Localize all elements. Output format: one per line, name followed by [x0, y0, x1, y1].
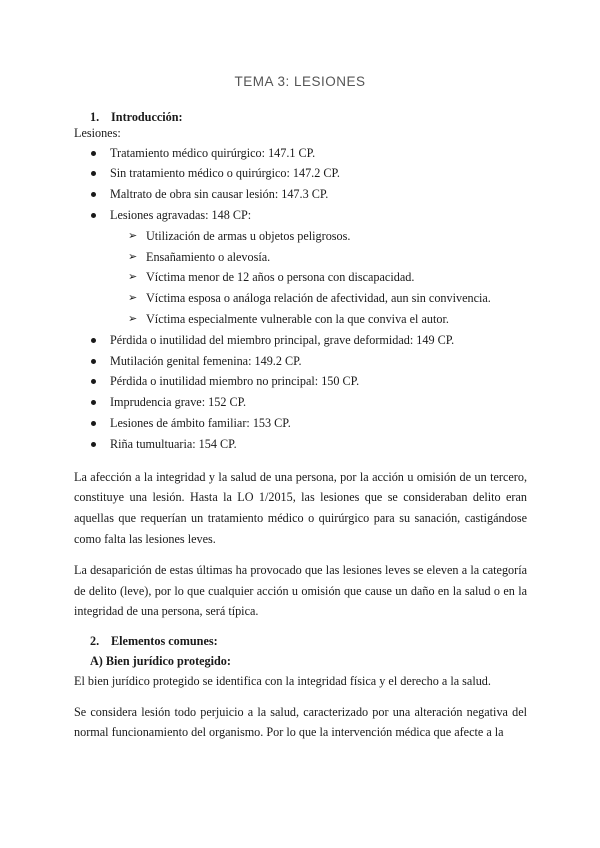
- paragraph: La afección a la integridad y la salud de una persona, por la acción u omisión de un tercero, constituye una lesión. Hasta la LO 1/2015, las lesiones que se consideraban delito eran aquellas que requerían un tratamiento médico o quirúrgico para su sanación, castigándose como falta las lesiones leves.: [74, 469, 527, 546]
- arrow-icon: ➢: [128, 311, 138, 325]
- section-1-title: Introducción:: [111, 110, 183, 124]
- list-item: Imprudencia grave: 152 CP.: [74, 392, 527, 413]
- sub-list-item: ➢ Víctima especialmente vulnerable con la que conviva el autor.: [74, 309, 527, 330]
- subsection-a-heading: A) Bien jurídico protegido:: [90, 654, 231, 669]
- bullet-icon: [91, 151, 96, 156]
- list-item: Lesiones agravadas: 148 CP:: [74, 205, 527, 226]
- bullet-icon: [91, 421, 96, 426]
- bullet-icon: [91, 442, 96, 447]
- bullet-icon: [91, 400, 96, 405]
- section-2-title: Elementos comunes:: [111, 634, 218, 649]
- bullet-icon: [91, 192, 96, 197]
- section-1-number: 1.: [90, 110, 100, 124]
- arrow-icon: ➢: [128, 249, 138, 263]
- paragraph: La desaparición de estas últimas ha provocado que las lesiones leves se eleven a la categoría de delito (leve), por lo que cualquier acción u omisión que cause un daño en la salud o en la integridad de una persona, será típica.: [74, 562, 527, 619]
- arrow-icon: ➢: [128, 270, 138, 284]
- bullet-icon: [91, 213, 96, 218]
- sub-list-item: ➢ Ensañamiento o alevosía.: [74, 247, 527, 268]
- list-item: Mutilación genital femenina: 149.2 CP.: [74, 351, 527, 372]
- list-item: Riña tumultuaria: 154 CP.: [74, 434, 527, 455]
- bullet-icon: [91, 379, 96, 384]
- page-title: TEMA 3: LESIONES: [234, 74, 366, 89]
- arrow-icon: ➢: [128, 228, 138, 242]
- document-content: [74, 108, 527, 743]
- bullet-icon: [91, 359, 96, 364]
- lesiones-list-continued: [74, 330, 527, 455]
- lesiones-list: [74, 143, 527, 226]
- section-2-number: 2.: [90, 634, 100, 649]
- sub-list-item: ➢ Utilización de armas u objetos peligrosos.: [74, 226, 527, 247]
- sub-list-item: ➢ Víctima esposa o análoga relación de afectividad, aun sin convivencia.: [74, 288, 527, 309]
- paragraph: Se considera lesión todo perjuicio a la salud, caracterizado por una alteración negativa del normal funcionamiento del organismo. Por lo que la intervención médica que afecte a la: [74, 704, 527, 740]
- sub-list-item: ➢ Víctima menor de 12 años o persona con discapacidad.: [74, 267, 527, 288]
- list-item: Sin tratamiento médico o quirúrgico: 147.2 CP.: [74, 163, 527, 184]
- section-2-heading: [74, 632, 527, 650]
- paragraph: El bien jurídico protegido se identifica con la integridad física y el derecho a la salud.: [74, 673, 491, 688]
- arrow-icon: ➢: [128, 291, 138, 305]
- list-item: Tratamiento médico quirúrgico: 147.1 CP.: [74, 143, 527, 164]
- list-item: Pérdida o inutilidad miembro no principal: 150 CP.: [74, 371, 527, 392]
- agravadas-sublist: [74, 226, 527, 330]
- bullet-icon: [91, 171, 96, 176]
- list-item: Lesiones de ámbito familiar: 153 CP.: [74, 413, 527, 434]
- intro-label: Lesiones:: [74, 126, 121, 141]
- list-item: Pérdida o inutilidad del miembro principal, grave deformidad: 149 CP.: [74, 330, 527, 351]
- list-item: Maltrato de obra sin causar lesión: 147.3 CP.: [74, 184, 527, 205]
- bullet-icon: [91, 338, 96, 343]
